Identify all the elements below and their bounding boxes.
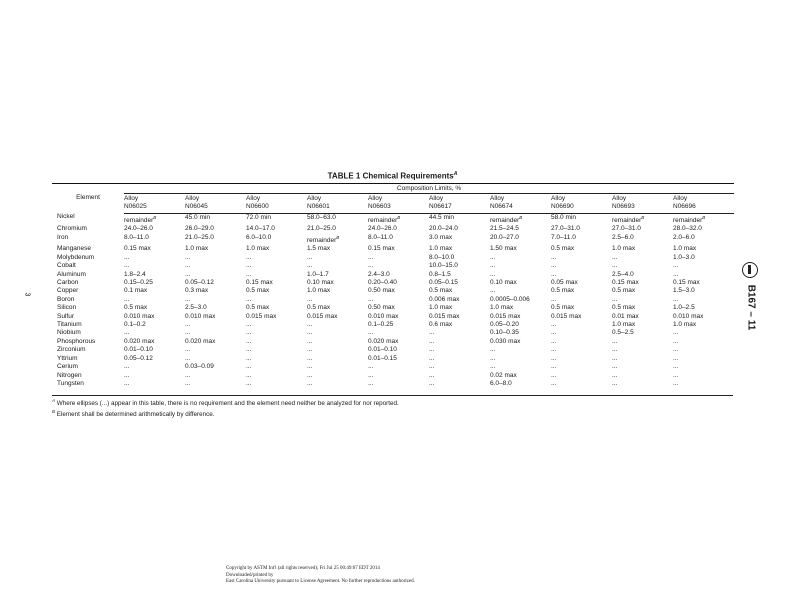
composition-value: ... xyxy=(429,363,435,371)
composition-value: ... xyxy=(124,253,130,261)
composition-value: remainder$^B$ xyxy=(612,214,645,225)
composition-value: 0.020 max xyxy=(124,337,155,345)
composition-value: 0.010 max xyxy=(124,312,155,320)
alloy-word-header: Alloy xyxy=(185,195,200,203)
composition-value: ... xyxy=(368,262,374,270)
composition-value: 21.5–24.5 xyxy=(490,225,519,233)
table-row xyxy=(52,313,734,321)
composition-value: 0.020 max xyxy=(368,337,399,345)
alloy-word-header: Alloy xyxy=(612,195,627,203)
composition-value: 0.05–0.15 xyxy=(429,279,458,287)
composition-value: 6.0–10.0 xyxy=(246,233,272,241)
composition-value: ... xyxy=(551,295,557,303)
composition-value: ... xyxy=(551,363,557,371)
composition-value: 8.0–11.0 xyxy=(124,233,149,241)
composition-value: ... xyxy=(124,295,130,303)
copyright-notice xyxy=(226,566,415,586)
composition-value: 2.5–6.0 xyxy=(612,233,634,241)
footnote-marker: B xyxy=(702,214,706,220)
composition-value: 0.0005–0.006 xyxy=(490,295,530,303)
composition-value: 44.5 min xyxy=(429,213,454,221)
alloy-number-header: N06600 xyxy=(246,203,307,213)
composition-value: 0.5 max xyxy=(612,287,636,295)
composition-value: ... xyxy=(246,337,252,345)
composition-value: ... xyxy=(246,270,252,278)
composition-value: 1.8–2.4 xyxy=(124,270,146,278)
composition-value: ... xyxy=(185,354,191,362)
composition-value: 0.5–2.5 xyxy=(612,329,634,337)
element-name: Chromium xyxy=(57,225,87,233)
composition-value: ... xyxy=(429,379,435,387)
composition-value: ... xyxy=(368,379,374,387)
element-name: Niobium xyxy=(57,329,81,337)
element-name: Tungsten xyxy=(57,379,84,387)
alloy-word-header: Alloy xyxy=(307,195,322,203)
composition-value: ... xyxy=(124,379,130,387)
element-name: Manganese xyxy=(57,245,91,253)
element-name: Molybdenum xyxy=(57,253,95,261)
composition-value: 0.15 max xyxy=(368,245,395,253)
composition-value: 28.0–32.0 xyxy=(673,225,702,233)
composition-value: ... xyxy=(246,346,252,354)
composition-value: 20.0–27.0 xyxy=(490,233,519,241)
composition-value: ... xyxy=(124,262,130,270)
table-row xyxy=(52,380,734,388)
composition-value: ... xyxy=(124,371,130,379)
composition-value: ... xyxy=(429,354,435,362)
composition-value: 0.50 max xyxy=(368,287,395,295)
composition-value: 0.15 max xyxy=(612,279,639,287)
composition-value: ... xyxy=(185,346,191,354)
alloy-number-header: N06696 xyxy=(673,203,734,213)
footnote: $^A$ Where ellipses (...) appear in this table, there is no requirement and the element need neither be analyzed for nor reported. xyxy=(52,398,399,408)
composition-value: ... xyxy=(551,371,557,379)
composition-value: 10.0–15.0 xyxy=(429,262,458,270)
composition-value: ... xyxy=(246,371,252,379)
composition-value: ... xyxy=(612,363,618,371)
composition-value: 1.0 max xyxy=(429,245,453,253)
table-row xyxy=(52,329,734,337)
composition-value: 27.0–31.0 xyxy=(612,225,641,233)
composition-value: 0.02 max xyxy=(490,371,517,379)
composition-value: 0.5 max xyxy=(551,287,575,295)
composition-value: ... xyxy=(490,287,496,295)
table-row xyxy=(52,271,734,279)
table-row xyxy=(52,234,734,246)
composition-value: 0.01–0.10 xyxy=(124,346,153,354)
composition-value: ... xyxy=(551,270,557,278)
astm-logo-icon xyxy=(742,262,758,278)
composition-value: 1.0 max xyxy=(612,321,636,329)
composition-value: 0.015 max xyxy=(551,312,582,320)
composition-value: 2.4–3.0 xyxy=(368,270,390,278)
page-number: 3 xyxy=(23,292,31,297)
composition-value: 58.0–63.0 xyxy=(307,213,336,221)
table-row xyxy=(52,225,734,233)
element-name: Nitrogen xyxy=(57,371,82,379)
composition-value: 0.8–1.5 xyxy=(429,270,451,278)
composition-value: ... xyxy=(246,363,252,371)
element-name: Zirconium xyxy=(57,346,86,354)
composition-value: ... xyxy=(185,253,191,261)
composition-value: 6.0–8.0 xyxy=(490,379,512,387)
composition-value: 2.5–4.0 xyxy=(612,270,634,278)
composition-value: 21.0–25.0 xyxy=(307,225,336,233)
composition-value: 0.015 max xyxy=(490,312,521,320)
composition-value: ... xyxy=(673,379,679,387)
composition-value: ... xyxy=(673,371,679,379)
composition-value: ... xyxy=(307,262,313,270)
table-row xyxy=(52,287,734,295)
composition-value: 1.0–3.0 xyxy=(673,253,695,261)
composition-value: ... xyxy=(246,329,252,337)
alloy-word-header: Alloy xyxy=(124,195,139,203)
composition-value: 0.5 max xyxy=(551,304,575,312)
composition-value: ... xyxy=(185,379,191,387)
composition-value: 21.0–25.0 xyxy=(185,233,214,241)
table-row xyxy=(52,321,734,329)
composition-value: ... xyxy=(124,329,130,337)
element-header: Element xyxy=(52,183,124,213)
composition-value: ... xyxy=(185,371,191,379)
composition-value: ... xyxy=(307,253,313,261)
composition-value: ... xyxy=(551,379,557,387)
composition-value: remainder$^B$ xyxy=(124,214,157,225)
chemical-requirements-table-block xyxy=(52,171,733,388)
composition-value: ... xyxy=(307,329,313,337)
composition-value: 1.0 max xyxy=(429,304,453,312)
composition-value: ... xyxy=(612,253,618,261)
composition-value: 1.50 max xyxy=(490,245,517,253)
composition-value: 0.030 max xyxy=(490,337,521,345)
composition-value: remainder$^B$ xyxy=(307,234,340,244)
alloy-word-header: Alloy xyxy=(673,195,688,203)
table-row xyxy=(52,213,734,225)
composition-value: 0.015 max xyxy=(246,312,277,320)
footnote-marker: B xyxy=(336,234,340,240)
composition-value: ... xyxy=(307,295,313,303)
composition-value: 1.0 max xyxy=(246,245,270,253)
table-footnotes xyxy=(52,395,733,419)
composition-value: 14.0–17.0 xyxy=(246,225,275,233)
composition-value: 0.05–0.12 xyxy=(185,279,214,287)
composition-value: ... xyxy=(246,262,252,270)
composition-value: ... xyxy=(551,262,557,270)
composition-value: ... xyxy=(490,354,496,362)
composition-value: 72.0 min xyxy=(246,213,271,221)
composition-value: remainder$^B$ xyxy=(368,214,401,225)
composition-value: ... xyxy=(490,363,496,371)
table-row xyxy=(52,304,734,312)
composition-value: 58.0 min xyxy=(551,213,576,221)
composition-value: ... xyxy=(429,337,435,345)
composition-value: 0.5 max xyxy=(246,287,270,295)
table-title: TABLE 1 Chemical Requirements$^A$ xyxy=(327,171,458,181)
composition-value: 0.006 max xyxy=(429,295,460,303)
alloy-number-header: N06690 xyxy=(551,203,612,213)
composition-value: 0.05–0.12 xyxy=(124,354,153,362)
composition-value: ... xyxy=(612,354,618,362)
alloy-number-header: N06674 xyxy=(490,203,551,213)
composition-value: ... xyxy=(673,262,679,270)
copyright-line: Downloaded/printed by xyxy=(226,572,274,578)
composition-value: 0.1 max xyxy=(124,287,148,295)
composition-value: 1.0 max xyxy=(307,287,331,295)
composition-value: 1.0–2.5 xyxy=(673,304,695,312)
composition-value: 0.15 max xyxy=(673,279,700,287)
composition-value: ... xyxy=(185,270,191,278)
composition-value: ... xyxy=(551,354,557,362)
composition-value: ... xyxy=(612,262,618,270)
composition-value: ... xyxy=(673,337,679,345)
table-row xyxy=(52,363,734,371)
element-name: Sulfur xyxy=(57,312,74,320)
composition-value: 0.5 max xyxy=(124,304,148,312)
composition-value: 0.10–0.35 xyxy=(490,329,519,337)
composition-value: ... xyxy=(307,346,313,354)
composition-value: ... xyxy=(307,379,313,387)
composition-value: ... xyxy=(490,262,496,270)
composition-value: remainder$^B$ xyxy=(490,214,523,225)
element-name: Cobalt xyxy=(57,262,76,270)
composition-value: 0.015 max xyxy=(307,312,338,320)
composition-value: 0.5 max xyxy=(246,304,270,312)
composition-value: 3.0 max xyxy=(429,233,453,241)
composition-value: 1.0 max xyxy=(673,245,697,253)
element-name: Yttrium xyxy=(57,354,78,362)
composition-value: ... xyxy=(551,337,557,345)
composition-value: 0.50 max xyxy=(368,304,395,312)
composition-value: 0.010 max xyxy=(673,312,704,320)
composition-value: 0.03–0.09 xyxy=(185,363,214,371)
composition-value: 0.01 max xyxy=(612,312,639,320)
composition-value: ... xyxy=(612,295,618,303)
composition-value: 1.0 max xyxy=(673,321,697,329)
composition-value: 0.010 max xyxy=(368,312,399,320)
table-row xyxy=(52,372,734,380)
composition-value: ... xyxy=(185,329,191,337)
element-name: Silicon xyxy=(57,304,77,312)
composition-value: 1.0 max xyxy=(490,304,514,312)
element-name: Carbon xyxy=(57,279,79,287)
composition-value: 0.020 max xyxy=(185,337,216,345)
composition-value: 27.0–31.0 xyxy=(551,225,580,233)
composition-value: ... xyxy=(551,321,557,329)
table-row xyxy=(52,355,734,363)
element-name: Aluminum xyxy=(57,270,86,278)
composition-value: ... xyxy=(368,329,374,337)
table-row xyxy=(52,279,734,287)
composition-value: 7.0–11.0 xyxy=(551,233,576,241)
composition-value: ... xyxy=(368,295,374,303)
composition-value: ... xyxy=(368,363,374,371)
composition-value: 0.5 max xyxy=(551,245,575,253)
composition-value: 0.3 max xyxy=(185,287,209,295)
composition-value: 1.0 max xyxy=(612,245,636,253)
alloy-word-header: Alloy xyxy=(429,195,444,203)
alloy-word-header: Alloy xyxy=(551,195,566,203)
copyright-line: East Carolina University pursuant to License Agreement. No further reproductions authorized. xyxy=(226,579,415,584)
composition-value: ... xyxy=(429,346,435,354)
composition-value: ... xyxy=(307,337,313,345)
composition-value: 0.010 max xyxy=(185,312,216,320)
standard-designation xyxy=(730,262,770,342)
composition-value: ... xyxy=(246,354,252,362)
alloy-number-header: N06603 xyxy=(368,203,429,213)
composition-value: 1.5–3.0 xyxy=(673,287,695,295)
composition-value: 45.0 min xyxy=(185,213,210,221)
element-name: Nickel xyxy=(57,213,75,221)
composition-value: ... xyxy=(307,321,313,329)
composition-value: ... xyxy=(307,371,313,379)
composition-value: ... xyxy=(185,321,191,329)
composition-value: ... xyxy=(673,329,679,337)
composition-value: 0.05–0.20 xyxy=(490,321,519,329)
composition-value: ... xyxy=(429,329,435,337)
composition-value: 2.5–3.0 xyxy=(185,304,207,312)
table-row xyxy=(52,254,734,262)
composition-value: ... xyxy=(551,346,557,354)
composition-value: ... xyxy=(368,371,374,379)
table-row xyxy=(52,296,734,304)
composition-value: 0.15–0.25 xyxy=(124,279,153,287)
composition-value: 0.015 max xyxy=(429,312,460,320)
composition-value: 0.01–0.10 xyxy=(368,346,397,354)
composition-value: 20.0–24.0 xyxy=(429,225,458,233)
alloy-word-header: Alloy xyxy=(490,195,505,203)
composition-value: ... xyxy=(368,253,374,261)
composition-value: ... xyxy=(246,253,252,261)
composition-value: 26.0–29.0 xyxy=(185,225,214,233)
composition-value: ... xyxy=(246,379,252,387)
composition-value: ... xyxy=(490,253,496,261)
composition-value: 0.10 max xyxy=(307,279,334,287)
composition-value: ... xyxy=(490,270,496,278)
composition-value: 1.0–1.7 xyxy=(307,270,329,278)
composition-value: ... xyxy=(673,363,679,371)
composition-value: ... xyxy=(673,295,679,303)
composition-value: ... xyxy=(612,346,618,354)
alloy-number-header: N06617 xyxy=(429,203,490,213)
table-row xyxy=(52,262,734,270)
composition-value: 0.20–0.40 xyxy=(368,279,397,287)
composition-value: ... xyxy=(612,371,618,379)
element-name: Phosphorous xyxy=(57,337,96,345)
composition-value: 0.6 max xyxy=(429,321,453,329)
footnote: $^B$ Element shall be determined arithmetically by difference. xyxy=(52,409,215,419)
element-name: Boron xyxy=(57,295,75,303)
composition-value: ... xyxy=(673,270,679,278)
composition-value: 8.0–11.0 xyxy=(368,233,393,241)
alloy-word-header: Alloy xyxy=(246,195,261,203)
composition-value: 0.01–0.15 xyxy=(368,354,397,362)
composition-value: ... xyxy=(551,329,557,337)
composition-value: 0.5 max xyxy=(307,304,331,312)
table-row xyxy=(52,346,734,354)
composition-value: 0.10 max xyxy=(490,279,517,287)
composition-value: 1.5 max xyxy=(307,245,331,253)
composition-value: ... xyxy=(124,363,130,371)
composition-value: 0.5 max xyxy=(612,304,636,312)
composition-value: ... xyxy=(612,379,618,387)
designation-label: B167 – 11 xyxy=(745,284,757,331)
composition-value: ... xyxy=(185,295,191,303)
composition-value: ... xyxy=(307,354,313,362)
footnote-marker: B xyxy=(519,214,523,220)
alloy-number-header: N06693 xyxy=(612,203,673,213)
composition-value: 0.5 max xyxy=(429,287,453,295)
composition-value: ... xyxy=(185,262,191,270)
composition-value: ... xyxy=(429,371,435,379)
composition-value: 0.1–0.25 xyxy=(368,321,394,329)
composition-value: 8.0–10.0 xyxy=(429,253,455,261)
element-name: Cerium xyxy=(57,363,78,371)
composition-header: Composition Limits, % xyxy=(124,183,734,195)
composition-value: 0.15 max xyxy=(246,279,273,287)
table-row xyxy=(52,245,734,253)
copyright-line: Copyright by ASTM Int'l (all rights reserved); Fri Jul 25 00:49:07 EDT 2014 xyxy=(226,566,380,571)
footnote-marker: B xyxy=(397,214,401,220)
alloy-word-header: Alloy xyxy=(368,195,383,203)
footnote-marker: B xyxy=(153,214,157,220)
element-name: Copper xyxy=(57,287,79,295)
element-name: Iron xyxy=(57,233,69,241)
table-row xyxy=(52,338,734,346)
composition-value: ... xyxy=(490,346,496,354)
footnote-marker: B xyxy=(641,214,645,220)
composition-value: remainder$^B$ xyxy=(673,214,706,225)
composition-value: 24.0–26.0 xyxy=(368,225,397,233)
composition-value: 2.0–6.0 xyxy=(673,233,695,241)
chemical-requirements-table xyxy=(52,183,734,389)
element-name: Titanium xyxy=(57,321,82,329)
composition-value: 0.15 max xyxy=(124,245,151,253)
composition-value: ... xyxy=(551,253,557,261)
alloy-number-header: N06025 xyxy=(124,203,185,213)
composition-value: ... xyxy=(246,295,252,303)
composition-value: ... xyxy=(307,363,313,371)
composition-value: ... xyxy=(673,346,679,354)
composition-value: ... xyxy=(673,354,679,362)
alloy-number-header: N06601 xyxy=(307,203,368,213)
alloy-number-header: N06045 xyxy=(185,203,246,213)
composition-value: 24.0–26.0 xyxy=(124,225,153,233)
composition-value: 0.1–0.2 xyxy=(124,321,146,329)
composition-value: ... xyxy=(612,337,618,345)
composition-value: 0.05 max xyxy=(551,279,578,287)
composition-value: ... xyxy=(246,321,252,329)
composition-value: 1.0 max xyxy=(185,245,209,253)
